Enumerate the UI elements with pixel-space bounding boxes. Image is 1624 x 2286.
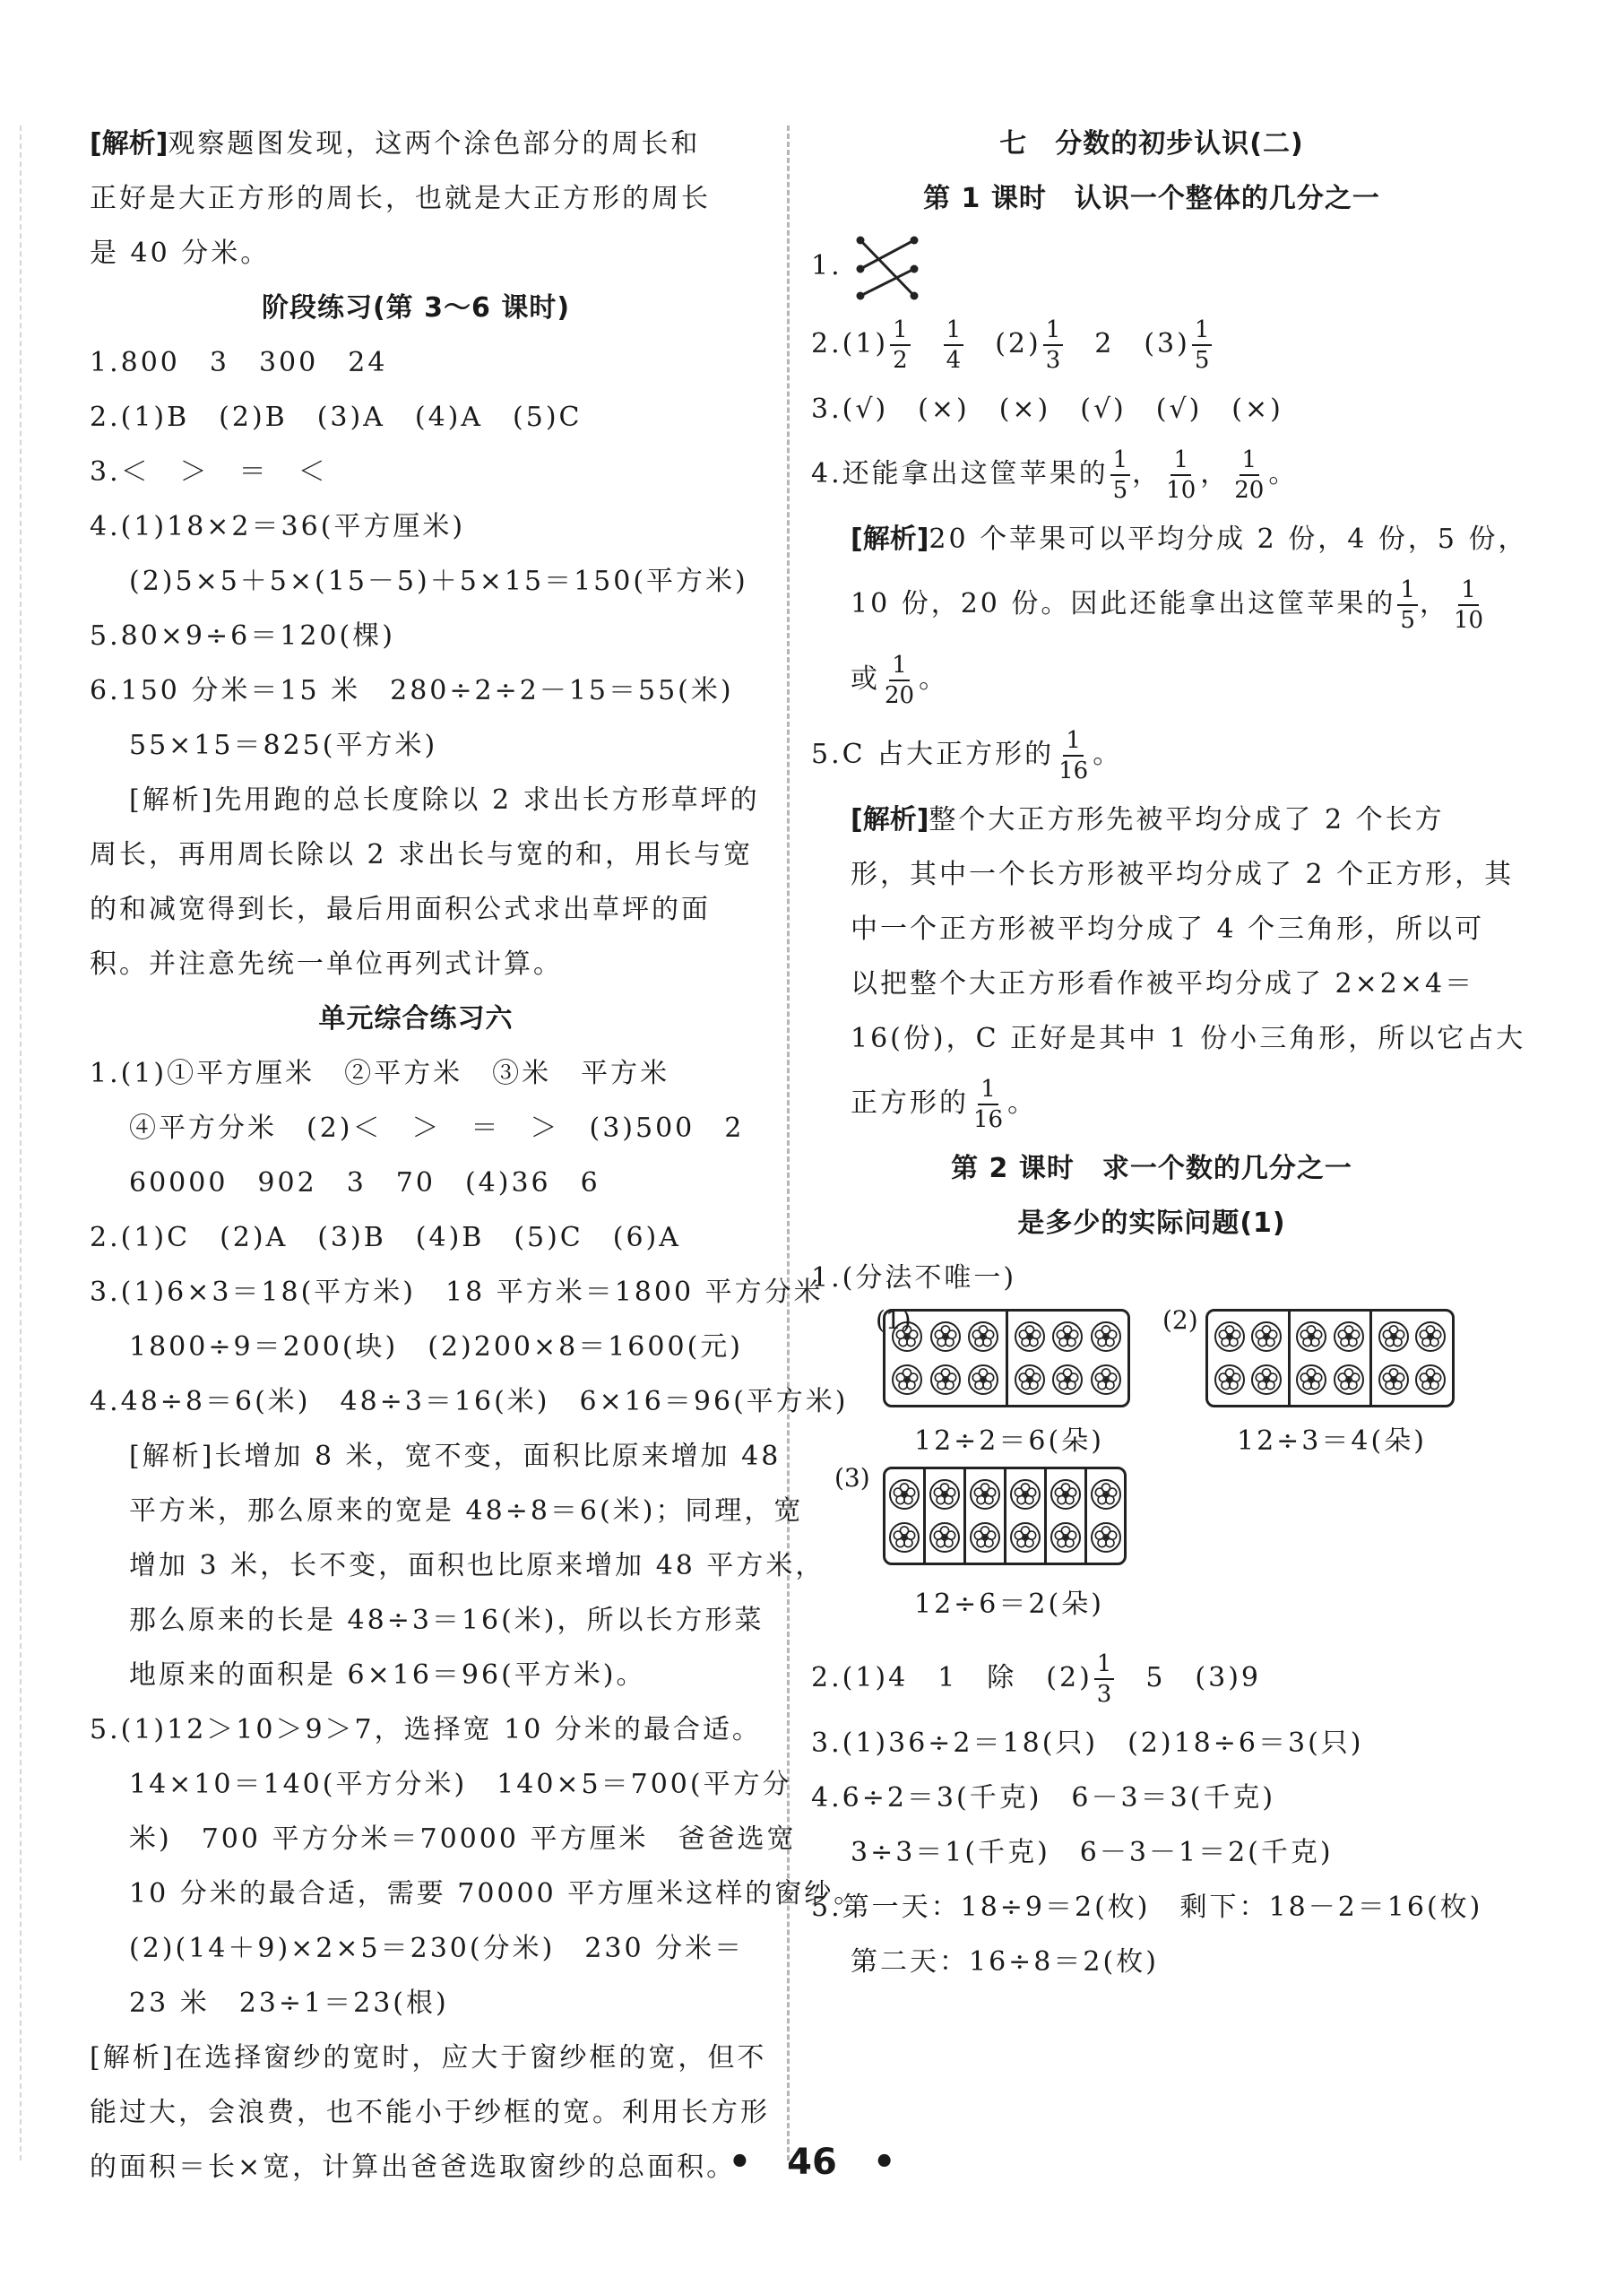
flower-icon [1014, 1321, 1046, 1353]
page-number [0, 2134, 1624, 2185]
answer-line: 1.800 3 300 24 [90, 347, 388, 378]
bullet: • [728, 2142, 752, 2183]
flower-group [1208, 1312, 1288, 1405]
answer-text: 5 (3)9 [1145, 1662, 1262, 1693]
flower-icon [1378, 1364, 1410, 1396]
chapter-heading: 七 分数的初步认识(二) [999, 128, 1304, 160]
answer-line: 14×10＝140(平方分米) 140×5＝700(平方分 [129, 1769, 792, 1800]
flower-icon [1090, 1364, 1122, 1396]
answer-text: (2) [995, 328, 1041, 359]
flower-icon [1295, 1321, 1327, 1353]
answer-line: 23 米 23÷1＝23(根) [129, 1987, 449, 2019]
jiexi-tag: [解析] [851, 804, 929, 836]
numerator: 1 [1110, 448, 1131, 476]
answer-line: 1800÷9＝200(块) (2)200×8＝1600(元) [129, 1331, 743, 1363]
flower-group [963, 1469, 1004, 1563]
explanation-line: [解析]在选择窗纱的宽时，应大于窗纱框的宽，但不 [90, 2042, 767, 2074]
answer-text: 2.(1) [811, 328, 889, 359]
answer-line: 5.80×9÷6＝120(棵) [90, 620, 395, 652]
flower-icon [1051, 1321, 1084, 1353]
figure-caption: 12÷6＝2(朵) [914, 1589, 1104, 1620]
denominator: 5 [1112, 477, 1128, 504]
answer-line [811, 1641, 1492, 1716]
flower-figure-row [811, 1305, 1492, 1463]
flower-box-three-groups [1205, 1309, 1455, 1407]
explanation-line: 地原来的面积是 6×16＝96(平方米)。 [129, 1659, 646, 1691]
flower-icon [1050, 1478, 1082, 1511]
flower-icon [1295, 1364, 1327, 1396]
answer-line: ④平方分米 (2)＜ ＞ ＝ ＞ (3)500 2 [129, 1113, 745, 1144]
flower-icon [929, 1321, 962, 1353]
period: 。 [1093, 739, 1123, 770]
flower-icon [1250, 1364, 1283, 1396]
answer-line: 1.(分法不唯一) [811, 1262, 1017, 1294]
flower-icon [1090, 1521, 1122, 1554]
denominator: 10 [1166, 477, 1196, 504]
page-number-text: 46 [787, 2142, 837, 2183]
lesson-heading: 第 2 课时 求一个数的几分之一 [951, 1153, 1352, 1184]
flower-icon [1009, 1478, 1041, 1511]
numerator: 1 [1397, 578, 1418, 606]
flower-icon [888, 1478, 920, 1511]
numerator: 1 [1458, 578, 1479, 606]
denominator: 10 [1453, 607, 1484, 634]
explanation-line [811, 642, 1492, 717]
separator: ， [1132, 458, 1162, 489]
line-text: 20 个苹果可以平均分成 2 份，4 份，5 份， [929, 524, 1528, 555]
fraction [1110, 448, 1131, 502]
line-text: 观察题图发现，这两个涂色部分的周长和 [168, 128, 701, 160]
denominator: 16 [973, 1106, 1004, 1133]
text-line: 正好是大正方形的周长，也就是大正方形的周长 [90, 183, 711, 214]
answer-line: (2)(14＋9)×2×5＝230(分米) 230 分米＝ [129, 1933, 745, 1964]
figure-caption: 12÷2＝6(朵) [914, 1425, 1104, 1457]
separator: ， [1200, 458, 1231, 489]
figure-label: (3) [834, 1463, 870, 1493]
explanation-line: 增加 3 米，长不变，面积也比原来增加 48 平方米， [129, 1550, 825, 1581]
numerator: 1 [978, 1078, 998, 1105]
flower-icon [1090, 1478, 1122, 1511]
answer-line: 3.(1)6×3＝18(平方米) 18 平方米＝1800 平方分米 [90, 1277, 824, 1308]
figure-label: (2) [1162, 1305, 1198, 1335]
section-heading: 单元综合练习六 [318, 1003, 514, 1035]
flower-group [1084, 1469, 1125, 1563]
flower-group [1006, 1312, 1128, 1405]
flower-icon [1414, 1321, 1447, 1353]
flower-icon [1250, 1321, 1283, 1353]
question-number: 1. [811, 250, 842, 281]
flower-group [1288, 1312, 1370, 1405]
explanation-line: 那么原来的长是 48÷3＝16(米)，所以长方形菜 [129, 1605, 764, 1636]
flower-icon [888, 1521, 920, 1554]
matching-answer [811, 226, 1492, 307]
fraction [1163, 448, 1198, 502]
lesson-heading: 第 1 课时 认识一个整体的几分之一 [923, 183, 1380, 214]
numerator: 1 [1043, 318, 1064, 346]
flower-box-two-groups [883, 1309, 1130, 1407]
fraction [882, 654, 917, 707]
flower-icon [967, 1364, 999, 1396]
denominator: 3 [1096, 1681, 1112, 1708]
answer-line: 2.(1)C (2)A (3)B (4)B (5)C (6)A [90, 1222, 681, 1253]
explanation-line: 周长，再用周长除以 2 求出长与宽的和，用长与宽 [90, 839, 754, 870]
denominator: 5 [1400, 607, 1415, 634]
answer-line: 10 分米的最合适，需要 70000 平方厘米这样的窗纱。 [129, 1878, 864, 1909]
denominator: 16 [1058, 758, 1089, 784]
explanation-text: 10 份，20 份。因此还能拿出这筐苹果的 [851, 588, 1396, 619]
flower-icon [1333, 1364, 1365, 1396]
answer-line: 6.150 分米＝15 米 280÷2÷2－15＝55(米) [90, 675, 734, 706]
flower-icon [1214, 1321, 1246, 1353]
flower-icon [891, 1364, 923, 1396]
fraction [1094, 1652, 1115, 1706]
flower-group [1369, 1312, 1452, 1405]
denominator: 2 [893, 347, 908, 374]
answer-line: 60000 902 3 70 (4)36 6 [129, 1167, 600, 1199]
explanation-line [811, 512, 1528, 567]
fraction [1397, 578, 1418, 632]
explanation-line [811, 567, 1492, 642]
flower-icon [1014, 1364, 1046, 1396]
fraction [890, 318, 911, 372]
answer-line [811, 437, 1492, 512]
column-divider [787, 126, 790, 2160]
jiexi-tag: [解析] [90, 128, 168, 160]
explanation-text: 正方形的 [851, 1087, 969, 1119]
denominator: 3 [1045, 347, 1061, 374]
flower-group [923, 1469, 963, 1563]
explanation-line: 积。并注意先统一单位再列式计算。 [90, 948, 563, 980]
fraction [944, 318, 964, 372]
flower-icon [929, 1364, 962, 1396]
fraction [1451, 578, 1486, 632]
answer-line: 55×15＝825(平方米) [129, 730, 438, 761]
answer-text: 4.还能拿出这筐苹果的 [811, 458, 1109, 489]
bullet: • [872, 2142, 896, 2183]
fraction [971, 1078, 1006, 1131]
answer-line: 1.(1)①平方厘米 ②平方米 ③米 平方米 [90, 1058, 670, 1089]
explanation-line: 以把整个大正方形看作被平均分成了 2×2×4＝ [851, 968, 1475, 1000]
separator: ， [1419, 588, 1449, 619]
flower-icon [1378, 1321, 1410, 1353]
explanation-line [811, 792, 1492, 847]
right-column [811, 117, 1528, 1989]
flower-figure-row [811, 1463, 1492, 1641]
denominator: 5 [1194, 347, 1210, 374]
fraction [1043, 318, 1064, 372]
flower-icon [1090, 1321, 1122, 1353]
explanation-line: [解析]长增加 8 米，宽不变，面积比原来增加 48 [129, 1441, 782, 1472]
answer-line: 4.48÷8＝6(米) 48÷3＝16(米) 6×16＝96(平方米) [90, 1386, 849, 1417]
fraction [1056, 729, 1091, 783]
flower-icon [1333, 1321, 1365, 1353]
fraction [1231, 448, 1266, 502]
flower-group [1004, 1469, 1044, 1563]
explanation-line: 形，其中一个长方形被平均分成了 2 个正方形，其 [851, 859, 1515, 890]
period: 。 [1007, 1087, 1038, 1119]
flower-box-six-groups [883, 1467, 1127, 1565]
answer-line: 3÷3＝1(千克) 6－3－1＝2(千克) [851, 1837, 1334, 1868]
numerator: 1 [1240, 448, 1260, 476]
flower-icon [1051, 1364, 1084, 1396]
answer-line [811, 307, 1492, 382]
flower-icon [891, 1321, 923, 1353]
line-text: 整个大正方形先被平均分成了 2 个长方 [929, 804, 1445, 836]
explanation-text: 或 [851, 663, 880, 695]
fraction [1192, 318, 1213, 372]
left-margin-line [20, 126, 22, 2160]
answer-line: (2)5×5＋5×(15－5)＋5×15＝150(平方米) [129, 566, 748, 597]
answer-text: 2.(1)4 1 除 (2) [811, 1662, 1093, 1693]
flower-group [885, 1469, 923, 1563]
numerator: 1 [1192, 318, 1213, 346]
explanation-line: 16(份)，C 正好是其中 1 份小三角形，所以它占大 [851, 1023, 1526, 1054]
denominator: 20 [1234, 477, 1265, 504]
matching-lines-figure [853, 231, 925, 303]
answer-text: 2 (3) [1094, 328, 1190, 359]
explanation-line: 的面积＝长×宽，计算出爸爸选取窗纱的总面积。 [90, 2152, 737, 2183]
explanation-line: 的和减宽得到长，最后用面积公式求出草坪的面 [90, 894, 711, 925]
flower-icon [929, 1478, 961, 1511]
numerator: 1 [890, 318, 911, 346]
flower-icon [967, 1321, 999, 1353]
answer-line: 3.(1)36÷2＝18(只) (2)18÷6＝3(只) [811, 1727, 1364, 1759]
answer-line: 4.(1)18×2＝36(平方厘米) [90, 511, 466, 542]
explanation-line: [解析]先用跑的总长度除以 2 求出长方形草坪的 [129, 784, 760, 816]
answer-line: 4.6÷2＝3(千克) 6－3＝3(千克) [811, 1782, 1276, 1814]
flower-icon [929, 1521, 961, 1554]
answer-line: 2.(1)B (2)B (3)A (4)A (5)C [90, 402, 583, 433]
answer-line: 5.第一天：18÷9＝2(枚) 剩下：18－2＝16(枚) [811, 1892, 1483, 1923]
flower-icon [1414, 1364, 1447, 1396]
flower-icon [969, 1521, 1001, 1554]
period: 。 [1268, 458, 1299, 489]
answer-line: 第二天：16÷8＝2(枚) [851, 1946, 1159, 1978]
period: 。 [919, 663, 949, 695]
flower-group [1044, 1469, 1084, 1563]
figure-label: (1) [876, 1305, 911, 1335]
flower-icon [1214, 1364, 1246, 1396]
answer-text: 5.C 占大正方形的 [811, 739, 1055, 770]
answer-line: 5.(1)12＞10＞9＞7，选择宽 10 分米的最合适。 [90, 1714, 762, 1745]
flower-group [885, 1312, 1006, 1405]
numerator: 1 [1170, 448, 1191, 476]
answer-line [811, 717, 1492, 792]
answer-line: 3.＜ ＞ ＝ ＜ [90, 456, 328, 488]
jiexi-tag: [解析] [851, 524, 929, 555]
flower-icon [1009, 1521, 1041, 1554]
section-heading: 阶段练习(第 3～6 课时) [261, 292, 571, 324]
flower-icon [969, 1478, 1001, 1511]
denominator: 20 [885, 682, 915, 709]
figure-caption: 12÷3＝4(朵) [1237, 1425, 1427, 1457]
flower-icon [1050, 1521, 1082, 1554]
text-line: 是 40 分米。 [90, 238, 271, 269]
numerator: 1 [889, 654, 910, 681]
lesson-heading: 是多少的实际问题(1) [1017, 1208, 1286, 1239]
text-line [90, 117, 742, 171]
denominator: 4 [946, 347, 962, 374]
explanation-line [811, 1066, 1492, 1141]
explanation-line: 平方米，那么原来的宽是 48÷8＝6(米)；同理，宽 [129, 1495, 804, 1527]
answer-line: 米) 700 平方分米＝70000 平方厘米 爸爸选宽 [129, 1823, 797, 1855]
numerator: 1 [1063, 729, 1084, 757]
numerator: 1 [944, 318, 964, 346]
numerator: 1 [1094, 1652, 1115, 1680]
answer-line: 3.(√) (×) (×) (√) (√) (×) [811, 394, 1283, 425]
explanation-line: 能过大，会浪费，也不能小于纱框的宽。利用长方形 [90, 2097, 770, 2128]
explanation-line: 中一个正方形被平均分成了 4 个三角形，所以可 [851, 914, 1485, 945]
